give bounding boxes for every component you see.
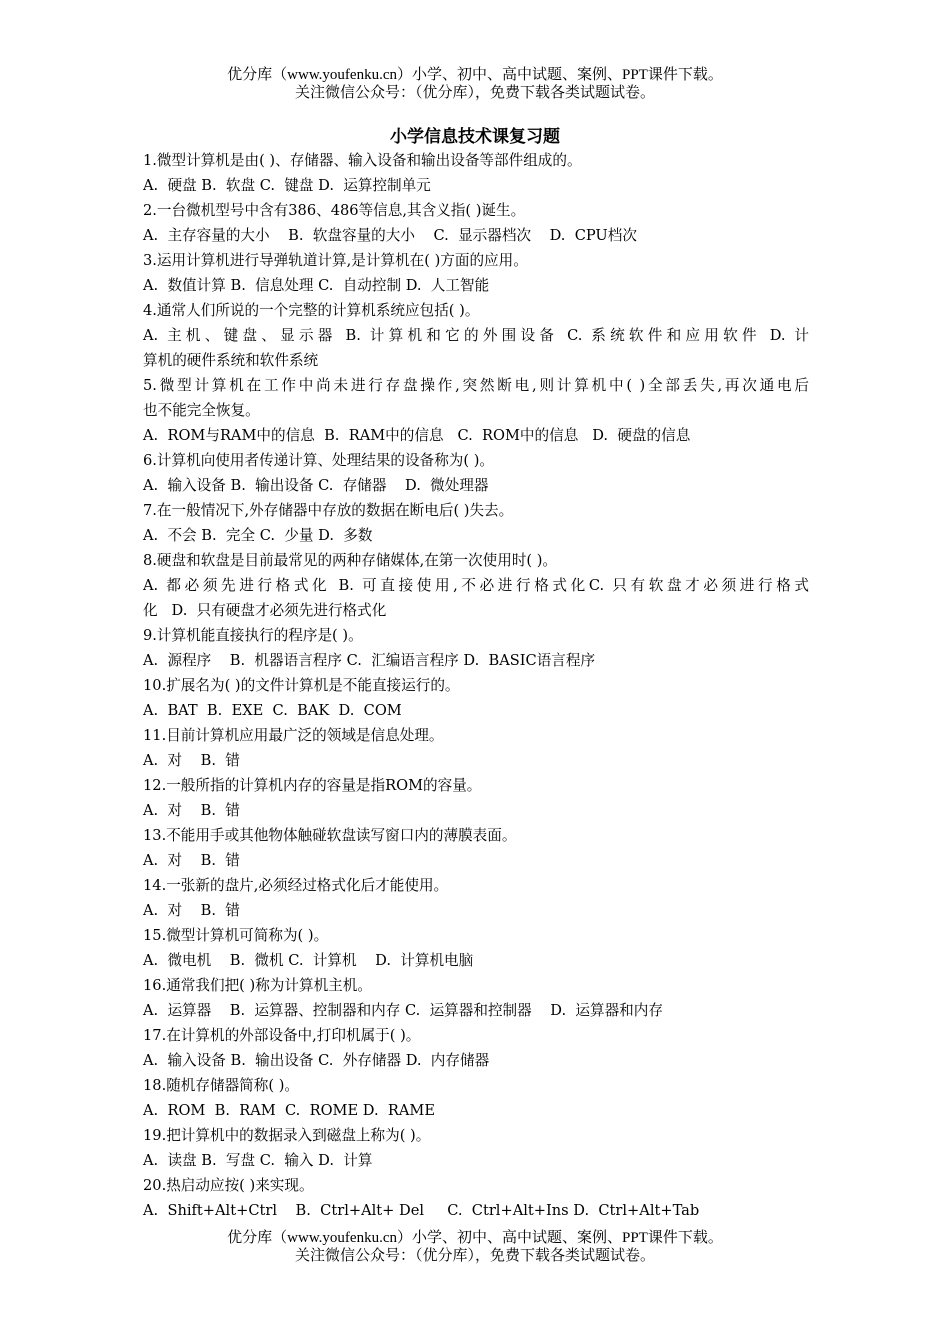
answer-options: A. 运算器 B. 运算器、控制器和内存 C. 运算器和控制器 D. 运算器和内存 [143, 1002, 663, 1019]
header-line-2: 关注微信公众号：（优分库），免费下载各类试题试卷。 [294, 85, 655, 101]
answer-options: A. 对 B. 错 [143, 752, 240, 769]
answer-options: A. 对 B. 错 [143, 852, 240, 869]
answer-options: A. 对 B. 错 [143, 902, 240, 919]
question-line: 3.运用计算机进行导弹轨道计算,是计算机在( )方面的应用。 [143, 252, 528, 269]
answer-options: A. 主存容量的大小 B. 软盘容量的大小 C. 显示器档次 D. CPU档次 [143, 227, 637, 244]
answer-options: A. 主机、键盘、显示器 B. 计算机和它的外围设备 C. 系统软件和应用软件 D. 计 [143, 327, 809, 344]
question-line: 8.硬盘和软盘是目前最常见的两种存储媒体,在第一次使用时( )。 [143, 552, 558, 569]
question-line: 7.在一般情况下,外存储器中存放的数据在断电后( )失去。 [143, 502, 514, 519]
page-footer [0, 1229, 950, 1265]
question-line: 5.微型计算机在工作中尚未进行存盘操作,突然断电,则计算机中( )全部丢失,再次通电后 [143, 377, 809, 394]
question-line: 1.微型计算机是由( )、存储器、输入设备和输出设备等部件组成的。 [143, 152, 582, 169]
question-line: 2.一台微机型号中含有386、486等信息,其含义指( )诞生。 [143, 202, 526, 219]
answer-options: A. 不会 B. 完全 C. 少量 D. 多数 [143, 527, 373, 544]
question-line: 18.随机存储器简称( )。 [143, 1077, 299, 1094]
answer-options: A. 读盘 B. 写盘 C. 输入 D. 计算 [143, 1152, 373, 1169]
question-line: 14.一张新的盘片,必须经过格式化后才能使用。 [143, 877, 449, 894]
answer-options: A. 输入设备 B. 输出设备 C. 外存储器 D. 内存储器 [143, 1052, 490, 1069]
answer-options: A. 都必须先进行格式化 B. 可直接使用,不必进行格式化C. 只有软盘才必须进行格式 [143, 577, 809, 594]
answer-options: A. 源程序 B. 机器语言程序 C. 汇编语言程序 D. BASIC语言程序 [143, 652, 596, 669]
question-line: 4.通常人们所说的一个完整的计算机系统应包括( )。 [143, 302, 480, 319]
answer-options-continued: 算机的硬件系统和软件系统 [143, 352, 319, 369]
answer-options: A. Shift+Alt+Ctrl B. Ctrl+Alt+ Del C. Ctrl+Alt+Ins D. Ctrl+Alt+Tab [143, 1202, 700, 1219]
page-header [0, 66, 950, 102]
answer-options: A. 硬盘 B. 软盘 C. 键盘 D. 运算控制单元 [143, 177, 431, 194]
question-line: 13.不能用手或其他物体触碰软盘读写窗口内的薄膜表面。 [143, 827, 517, 844]
question-line: 12.一般所指的计算机内存的容量是指ROM的容量。 [143, 777, 482, 794]
answer-options: A. ROM与RAM中的信息 B. RAM中的信息 C. ROM中的信息 D. 硬盘的信息 [143, 427, 691, 444]
answer-options: A. 数值计算 B. 信息处理 C. 自动控制 D. 人工智能 [143, 277, 490, 294]
question-line: 15.微型计算机可简称为( )。 [143, 927, 329, 944]
question-line: 9.计算机能直接执行的程序是( )。 [143, 627, 363, 644]
question-line: 17.在计算机的外部设备中,打印机属于( )。 [143, 1027, 421, 1044]
document-title: 小学信息技术课复习题 [390, 127, 560, 147]
question-line: 19.把计算机中的数据录入到磁盘上称为( )。 [143, 1127, 431, 1144]
question-line: 20.热启动应按( )来实现。 [143, 1177, 314, 1194]
answer-options: A. BAT B. EXE C. BAK D. COM [143, 702, 402, 719]
question-line: 16.通常我们把( )称为计算机主机。 [143, 977, 372, 994]
question-list [143, 148, 809, 1223]
answer-options: A. 输入设备 B. 输出设备 C. 存储器 D. 微处理器 [143, 477, 489, 494]
footer-line-2: 关注微信公众号：（优分库），免费下载各类试题试卷。 [294, 1248, 655, 1264]
question-line-continued: 也不能完全恢复。 [143, 402, 260, 419]
answer-options: A. 对 B. 错 [143, 802, 240, 819]
question-line: 6.计算机向使用者传递计算、处理结果的设备称为( )。 [143, 452, 495, 469]
answer-options: A. ROM B. RAM C. ROME D. RAME [143, 1102, 435, 1119]
answer-options: A. 微电机 B. 微机 C. 计算机 D. 计算机电脑 [143, 952, 474, 969]
header-line-1: 优分库（www.youfenku.cn）小学、初中、高中试题、案例、PPT课件下载。 [227, 67, 723, 83]
question-line: 11.目前计算机应用最广泛的领域是信息处理。 [143, 727, 444, 744]
answer-options-continued: 化 D. 只有硬盘才必须先进行格式化 [143, 602, 387, 619]
footer-line-1: 优分库（www.youfenku.cn）小学、初中、高中试题、案例、PPT课件下载。 [227, 1230, 723, 1246]
question-line: 10.扩展名为( )的文件计算机是不能直接运行的。 [143, 677, 460, 694]
